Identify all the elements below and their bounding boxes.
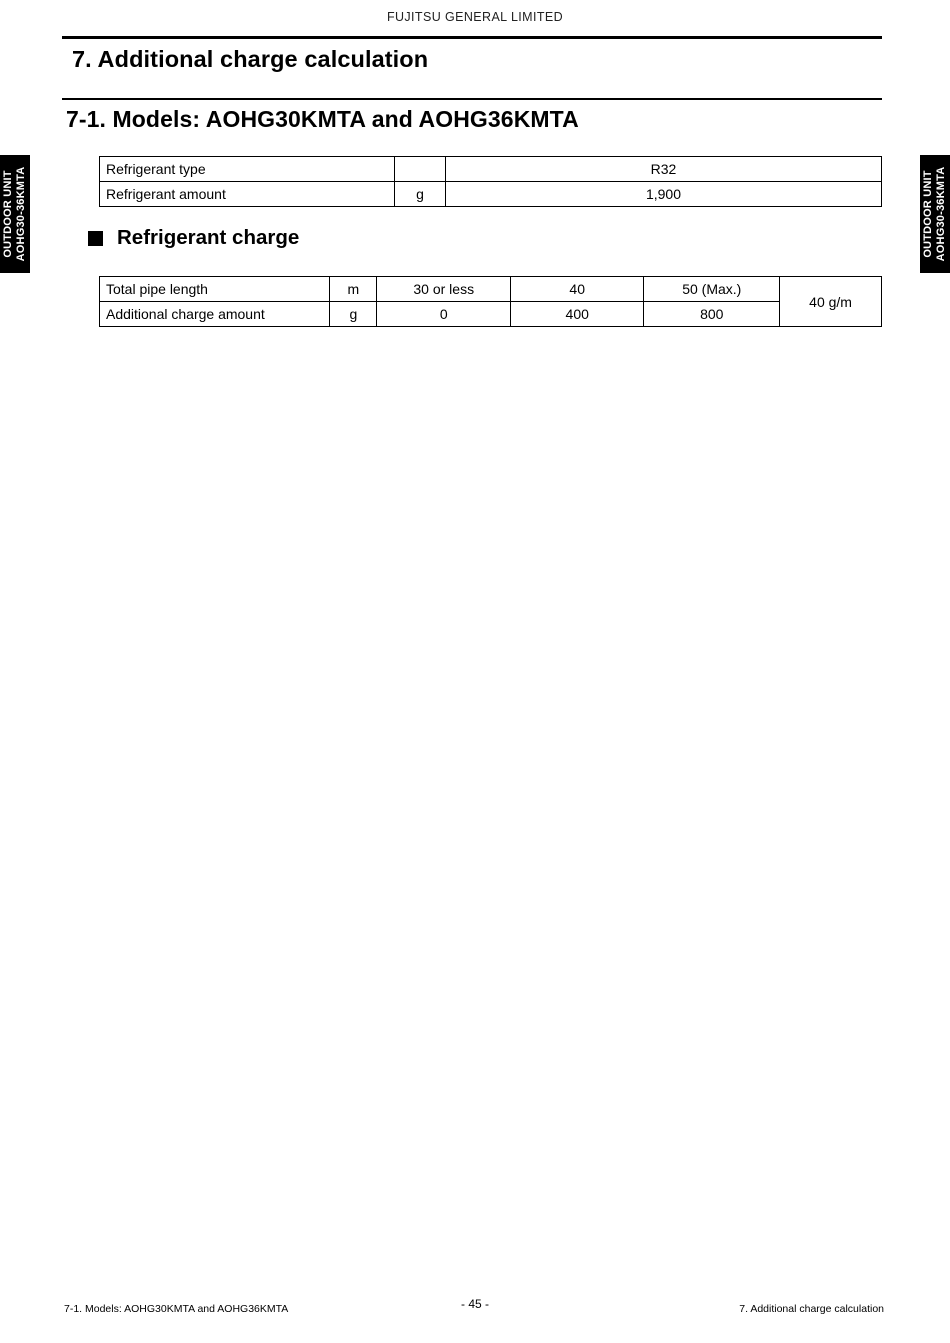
side-tab-right-line1: OUTDOOR UNIT <box>922 170 934 258</box>
sub-heading <box>88 226 299 250</box>
pipe-length-value-1: 30 or less <box>377 277 511 302</box>
pipe-length-unit: m <box>330 277 377 302</box>
table-row <box>100 277 882 302</box>
pipe-length-value-2: 40 <box>511 277 644 302</box>
additional-charge-unit: g <box>330 302 377 327</box>
refrigerant-amount-label: Refrigerant amount <box>100 182 395 207</box>
pipe-length-label: Total pipe length <box>100 277 330 302</box>
document-header-company: FUJITSU GENERAL LIMITED <box>386 10 564 24</box>
charge-table <box>99 276 882 327</box>
table-row <box>100 182 882 207</box>
side-tab-right <box>920 155 950 273</box>
chapter-title: 7. Additional charge calculation <box>72 46 429 72</box>
refrigerant-amount-unit: g <box>395 182 446 207</box>
additional-charge-value-2: 400 <box>511 302 644 327</box>
refrigerant-table <box>99 156 882 207</box>
additional-charge-label: Additional charge amount <box>100 302 330 327</box>
side-tab-left-text <box>2 167 28 262</box>
refrigerant-amount-value: 1,900 <box>446 182 882 207</box>
sub-heading-label: Refrigerant charge <box>117 226 300 249</box>
section-divider <box>62 98 882 100</box>
table-row <box>100 302 882 327</box>
footer-left-text: 7-1. Models: AOHG30KMTA and AOHG36KMTA <box>64 1303 289 1315</box>
refrigerant-type-label: Refrigerant type <box>100 157 395 182</box>
pipe-length-value-3: 50 (Max.) <box>644 277 780 302</box>
page-number: - 45 - <box>460 1297 489 1311</box>
charge-rate-value: 40 g/m <box>780 277 882 327</box>
footer-right-text: 7. Additional charge calculation <box>739 1303 884 1315</box>
header-divider <box>62 36 882 39</box>
side-tab-right-line2: AOHG30-36KMTA <box>935 166 947 262</box>
side-tab-left <box>0 155 30 273</box>
refrigerant-type-value: R32 <box>446 157 882 182</box>
side-tab-left-line1: OUTDOOR UNIT <box>2 170 14 258</box>
side-tab-right-text <box>922 167 948 262</box>
filled-square-icon <box>88 231 103 246</box>
additional-charge-value-3: 800 <box>644 302 780 327</box>
side-tab-left-line2: AOHG30-36KMTA <box>15 166 27 262</box>
table-row <box>100 157 882 182</box>
additional-charge-value-1: 0 <box>377 302 511 327</box>
refrigerant-type-unit <box>395 157 446 182</box>
section-title: 7-1. Models: AOHG30KMTA and AOHG36KMTA <box>66 106 579 132</box>
